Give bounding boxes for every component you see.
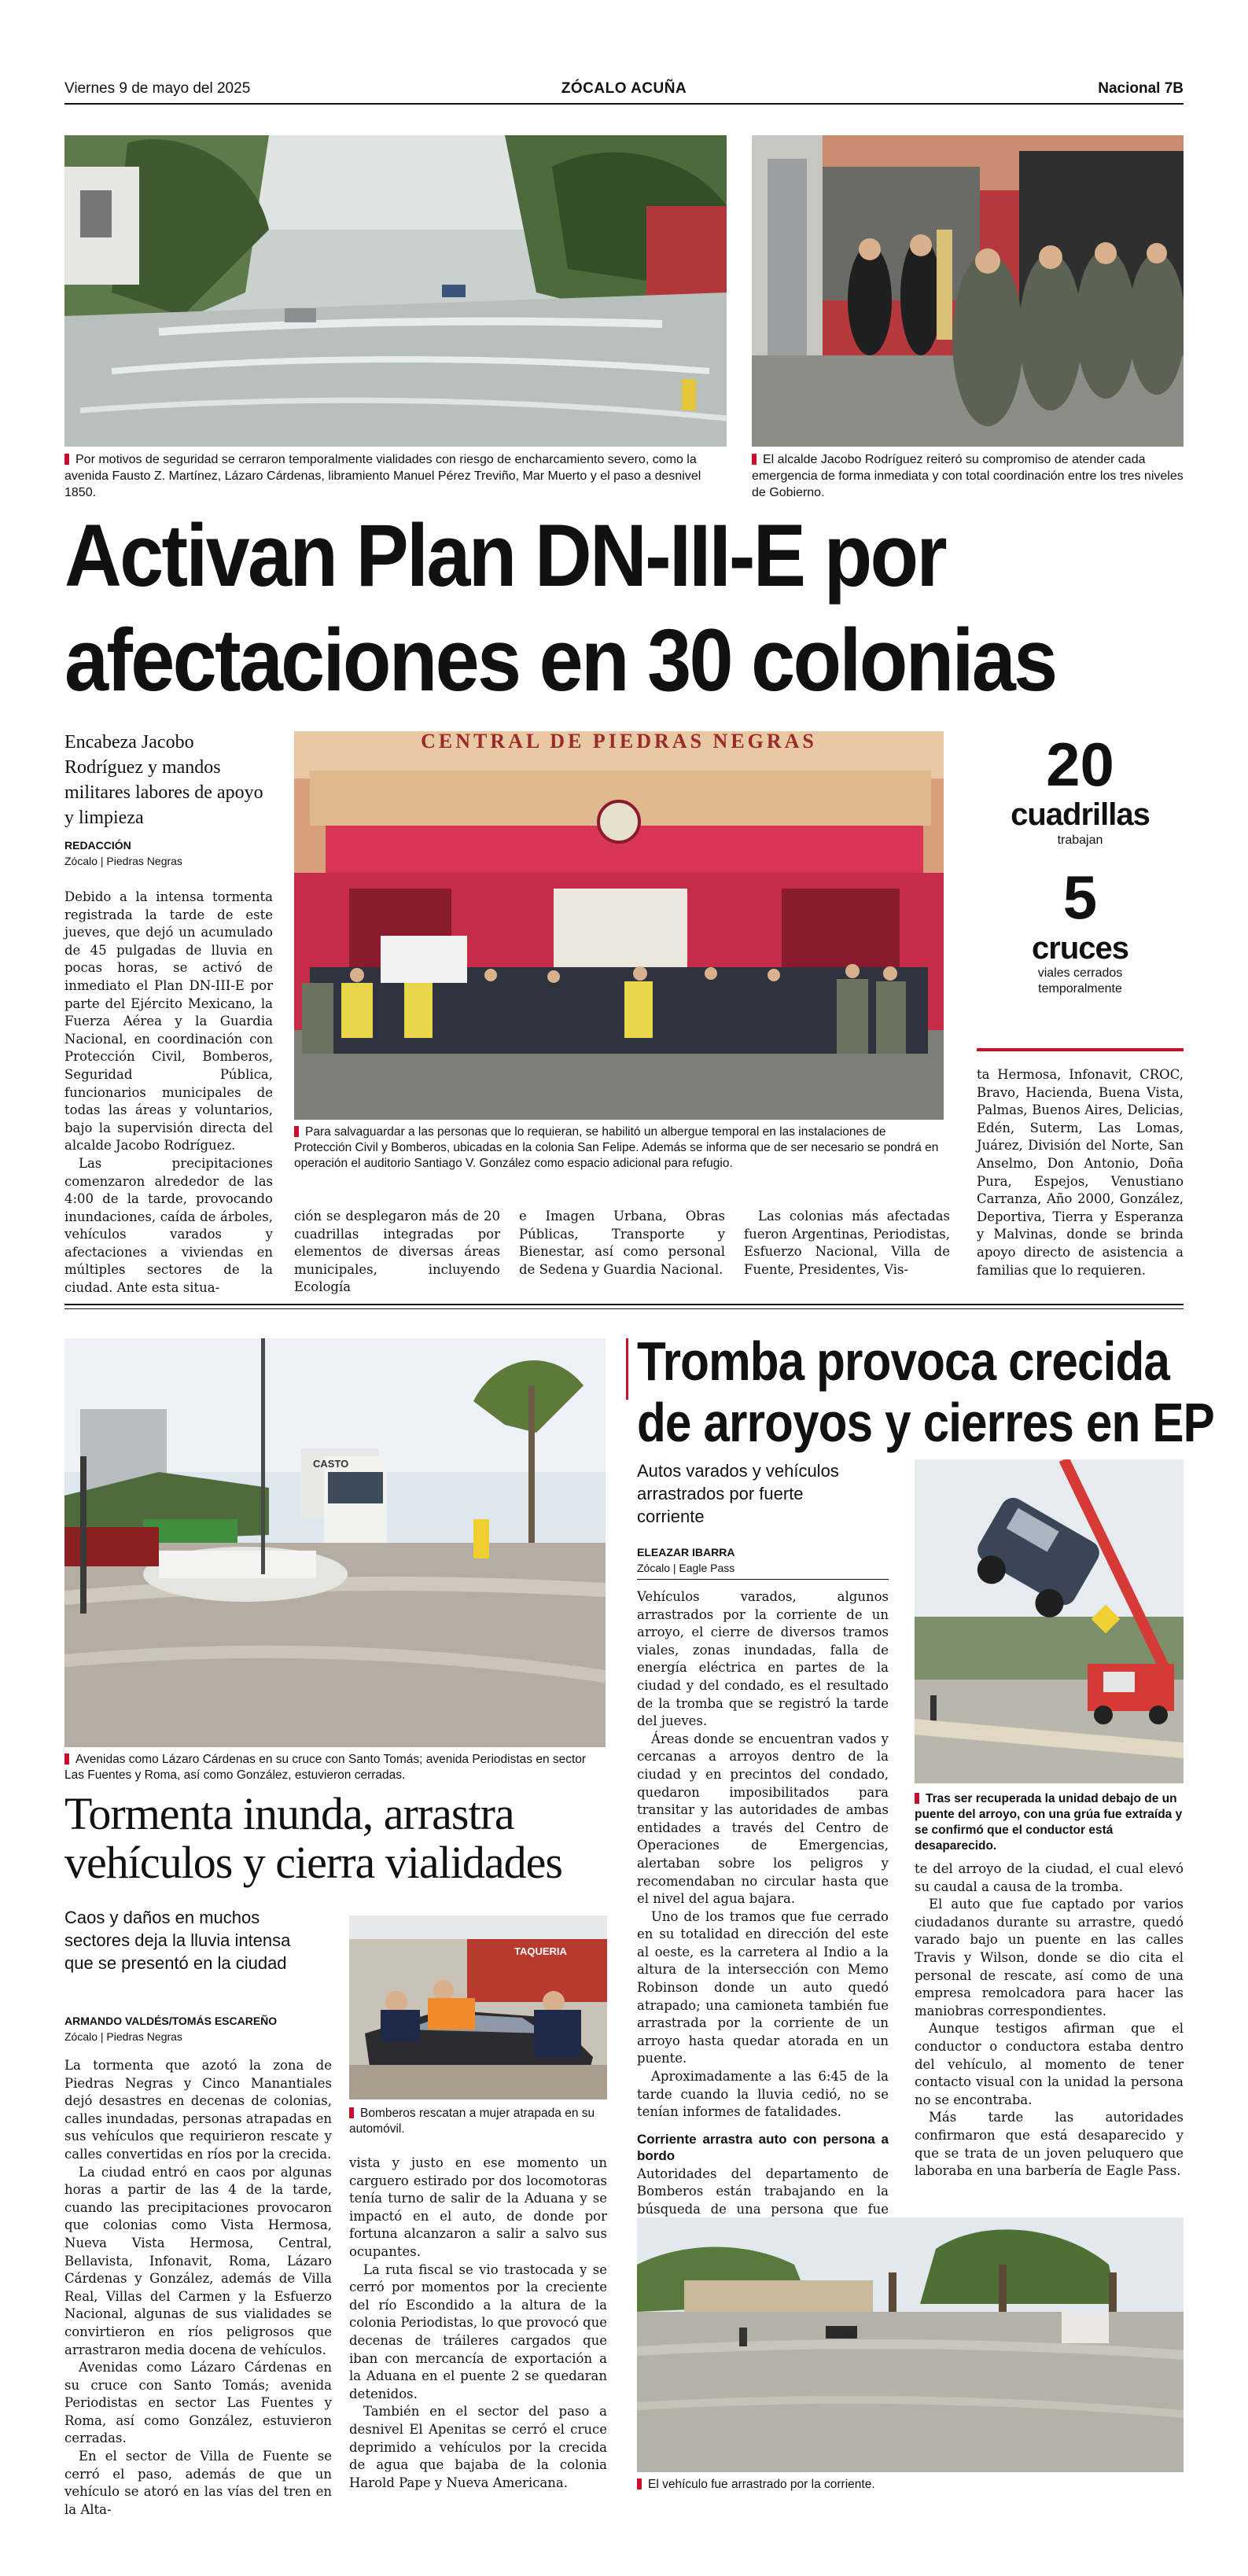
- header-section: Nacional 7B: [1098, 80, 1184, 97]
- story3-paragraph: Aunque testigos afirman que el conductor o conductora estaba dentro del vehículo, al momento de tener contacto visual con la unidad la persona no se encontraba.: [915, 2021, 1184, 2107]
- main-headline: [64, 503, 1077, 712]
- flooded-road-caption-text: El vehículo fue arrastrado por la corriente.: [648, 2478, 875, 2491]
- stat-cuadrillas-number: 20: [1046, 730, 1114, 799]
- mayor-soldiers-photo: [752, 135, 1184, 447]
- story2-paragraph: vista y justo en ese momento un carguero estirado por dos locomotoras tenía turno de salir de la Aduana y se impactó en el auto, de donde por fortuna alcanzaron a salir a salvo sus ocupantes.: [349, 2155, 607, 2259]
- flooded-street-caption-text: Por motivos de seguridad se cerraron temporalmente vialidades con riesgo de encharcamiento severo, como la avenida Fausto Z. Martínez, Lázaro Cárdenas, libramiento Manuel Pérez Treviño, Mar Muerto y el paso a desnivel 1850.: [64, 453, 701, 499]
- story3-paragraph: te del arroyo de la ciudad, el cual elevó su caudal a causa de la tromba.: [915, 1861, 1184, 1894]
- flooded-avenue-caption-text: Avenidas como Lázaro Cárdenas en su cruce con Santo Tomás; avenida Periodistas en sector Las Fuentes y Roma, así como González, estuvieron cerradas.: [64, 1753, 587, 1782]
- truck-sign: CASTO: [313, 1458, 349, 1470]
- story1-author: REDACCIÓN: [64, 839, 131, 852]
- story2-headline-line2: vehículos y cierra vialidades: [64, 1837, 562, 1888]
- story3-deck: Autos varados y vehículos arrastrados por fuerte corriente: [637, 1461, 839, 1526]
- flooded-road-caption: [637, 2477, 1184, 2493]
- story1-deck: Encabeza Jacobo Rodríguez y mandos militares labores de apoyo y limpieza: [64, 732, 263, 828]
- story3-location: Zócalo | Eagle Pass: [637, 1562, 735, 1574]
- flooded-road-photo: [637, 2217, 1184, 2472]
- page-header: [64, 75, 1184, 102]
- story2-headline: [64, 1790, 631, 1887]
- stats-divider: [977, 1048, 1184, 1051]
- story3-author: ELEAZAR IBARRA: [637, 1546, 735, 1558]
- caption-marker-icon: [752, 454, 757, 465]
- story2-byline: [64, 2013, 332, 2044]
- story1-column-5: [977, 1066, 1184, 1279]
- caption-marker-icon: [915, 1793, 919, 1804]
- story3-paragraph: El auto que fue captado por varios ciudadanos durante su arrastre, quedó varado bajo un puente en las calles Travis y Wilson, donde se dio cita el personal de rescate, así como de una empresa remolcadora para hacer las maniobras correspondientes.: [915, 1897, 1184, 2018]
- rescue-caption-text: Bomberos rescatan a mujer atrapada en su automóvil.: [349, 2107, 595, 2136]
- caption-marker-icon: [294, 1126, 299, 1137]
- firefighters-rescue-photo: [349, 1915, 607, 2099]
- story3-column-1: [637, 1588, 889, 2254]
- flooded-street-caption: [64, 451, 733, 501]
- header-rule: [64, 103, 1184, 105]
- story1-column-2: [294, 1208, 500, 1297]
- mayor-photo-caption: [752, 451, 1184, 501]
- stats-sidebar: [977, 731, 1184, 997]
- section-divider: [64, 1304, 1184, 1305]
- header-date: Viernes 9 de mayo del 2025: [64, 80, 251, 97]
- story1-paragraph: e Imagen Urbana, Obras Públicas, Transporte y Bienestar, así como personal de Sedena y Guardia Nacional.: [519, 1209, 725, 1277]
- stat-cruces-sub: viales cerrados temporalmente: [1037, 966, 1123, 995]
- story3-headline-line1: Tromba provoca crecida: [637, 1330, 1170, 1392]
- shop-sign: TAQUERIA: [514, 1945, 567, 1957]
- flooded-avenue-caption: [64, 1752, 606, 1783]
- fire-station-caption: [294, 1124, 944, 1172]
- caption-marker-icon: [349, 2107, 354, 2118]
- story2-paragraph: Avenidas como Lázaro Cárdenas en su cruce con Santo Tomás; avenida Periodistas en sector Las Fuentes y Roma, así como González, estuvieron cerradas.: [64, 2360, 332, 2446]
- stat-cuadrillas-label: cuadrillas: [1011, 797, 1150, 832]
- caption-marker-icon: [637, 2478, 642, 2490]
- story3-paragraph: Aproximadamente a las 6:45 de la tarde cuando la lluvia cedió, no se tenían informes de fatalidades.: [637, 2069, 889, 2120]
- story1-paragraph: Las precipitaciones comenzaron alrededor de las 4:00 de la tarde, provocando inundaciones, caída de árboles, vehículos varados y afectaciones a viviendas en múltiples sectores de la ciudad. Ante esta situa-: [64, 1155, 273, 1296]
- header-paper-name: ZÓCALO ACUÑA: [561, 80, 687, 97]
- flooded-avenue-photo: [64, 1338, 606, 1747]
- main-headline-line1: Activan Plan DN-III-E por: [64, 506, 945, 605]
- story-divider-vertical: [626, 1338, 628, 1400]
- tow-truck-caption-text: Tras ser recuperada la unidad debajo de un puente del arroyo, con una grúa fue extraída y se confirmó que el conductor está desaparecido.: [915, 1792, 1183, 1853]
- story2-headline-line1: Tormenta inunda, arrastra: [64, 1788, 514, 1839]
- story1-location: Zócalo | Piedras Negras: [64, 855, 182, 867]
- tow-truck-car-photo: [915, 1459, 1184, 1783]
- story2-paragraph: La ruta fiscal se vio trastocada y se cerró por momentos por la creciente del río Escondido a la altura de la colonia Periodistas, lo que provocó que decenas de tráileres cargados que iban con mercancía de exportación a la Aduana en el puente 2 se quedaran detenidos.: [349, 2261, 607, 2401]
- story3-column-2: [915, 1860, 1184, 2180]
- main-headline-line2: afectaciones en 30 colonias: [64, 611, 1056, 709]
- building-sign: CENTRAL DE PIEDRAS NEGRAS: [421, 731, 817, 753]
- story3-paragraph: Más tarde las autoridades confirmaron que está desaparecido y que se trata de un joven peluquero que laboraba en una barbería de Eagle Pass.: [915, 2110, 1184, 2179]
- caption-marker-icon: [64, 454, 69, 465]
- fire-station-caption-text: Para salvaguardar a las personas que lo requieran, se habilitó un albergue temporal en las instalaciones de Protección Civil y Bomberos, ubicadas en la colonia San Felipe. Además se informa que de ser necesario se pondrá en operación el auditorio Santiago V. González como espacio adicional para refugio.: [294, 1125, 939, 1170]
- tow-truck-caption: [915, 1791, 1184, 1854]
- stat-cuadrillas-sub: trabajan: [1057, 834, 1103, 847]
- story2-paragraph: En el sector de Villa de Fuente se cerró el paso, además de que un vehículo se atoró en las vías del tren en la Alta-: [64, 2449, 332, 2517]
- mayor-photo-caption-text: El alcalde Jacobo Rodríguez reiteró su compromiso de atender cada emergencia de forma inmediata y con total coordinación entre los tres niveles de Gobierno.: [752, 453, 1184, 499]
- story3-headline: [637, 1330, 1214, 1453]
- flooded-street-photo: [64, 135, 727, 447]
- story1-paragraph: ción se desplegaron más de 20 cuadrillas integradas por elementos de diversas áreas municipales, incluyendo Ecología: [294, 1209, 500, 1295]
- story2-column-1: [64, 2057, 332, 2519]
- story3-byline: [637, 1544, 889, 1576]
- story2-author: ARMANDO VALDÉS/TOMÁS ESCAREÑO: [64, 2015, 278, 2027]
- story1-byline: [64, 837, 277, 869]
- story3-headline-line2: de arroyos y cierres en EP: [637, 1392, 1214, 1453]
- stat-cruces-number: 5: [1062, 863, 1098, 932]
- story3-subhead: Corriente arrastra auto con persona a bordo: [637, 2131, 889, 2163]
- story2-column-2: [349, 2155, 607, 2492]
- story1-paragraph: Las colonias más afectadas fueron Argentinas, Periodistas, Esfuerzo Nacional, Villa de Fuente, Presidentes, Vis-: [744, 1209, 950, 1277]
- story3-paragraph: Uno de los tramos que fue cerrado en su totalidad en dirección del este al oeste, es la carretera al Indio a la altura de la intersección con Memo Robinson donde un auto quedó atrapado; una camioneta también fue arrastrada por la corriente de un arroyo hasta quedar atorada en un puente.: [637, 1908, 889, 2066]
- caption-marker-icon: [64, 1754, 69, 1765]
- story2-paragraph: La ciudad entró en caos por algunas horas a partir de las 4 de la tarde, cuando las precipitaciones provocaron que colonias como Vista Hermosa, Nueva Vista Hermosa, Central, Bellavista, Infonavit, Roma, Lázaro Cárdenas y González, además de Villa Real, Villas del Carmen y la Esfuerzo Nacional, algunas de sus vialidades se convirtieron en ríos peligrosos que arrastraron media docena de vehículos.: [64, 2164, 332, 2357]
- story1-column-4: [744, 1208, 950, 1279]
- story1-column-3: [519, 1208, 725, 1279]
- byline-rule: [637, 1579, 889, 1580]
- story3-paragraph: Vehículos varados, algunos arrastrados por la corriente de un arroyo, el cierre de diversos tramos viales, zonas inundadas, falla de energía eléctrica en partes de la ciudad y del condado, es el resultado de la tromba que se registró la tarde del jueves.: [637, 1589, 889, 1729]
- story1-paragraph: Debido a la intensa tormenta registrada la tarde de este jueves, que dejó un acumulado de 45 pulgadas de lluvia en pocas horas, se activó de inmediato el Plan DN-III-E por parte del Ejército Mexicano, la Fuerza Aérea y la Guardia Nacional, en coordinación con Protección Civil, Bomberos, Seguridad Pública, funcionarios municipales de todas las áreas y voluntarios, bajo la supervisión directa del alcalde Jacobo Rodríguez.: [64, 889, 273, 1154]
- story1-column-1: [64, 889, 273, 1297]
- fire-station-group-photo: [294, 731, 944, 1120]
- section-divider-thin: [64, 1308, 1184, 1309]
- story3-paragraph: Áreas donde se encuentran vados y cercanas a arroyos dentro de la ciudad y en precintos del condado, quedaron imposibilitados para transitar y las autoridades de ambas entidades a través del Centro de Operaciones de Emergencias, alertaban sobre los peligros y recomendaban no circular hasta que el nivel del agua bajara.: [637, 1731, 889, 1907]
- story2-location: Zócalo | Piedras Negras: [64, 2030, 182, 2043]
- story1-paragraph: ta Hermosa, Infonavit, CROC, Bravo, Hacienda, Buena Vista, Palmas, Buenos Aires, Delicias, Edén, Suterm, Las Lomas, Juárez, División del Norte, San Anselmo, Don Antonio, Doña Pura, Espejos, Venustiano Carranza, Año 2000, González, Deportiva, Tierra y Esperanza y Malvinas, donde se brinda apoyo directo de asistencia a familias que lo requieren.: [977, 1067, 1184, 1278]
- rescue-caption: [349, 2106, 610, 2137]
- story2-paragraph: La tormenta que azotó la zona de Piedras Negras y Cinco Manantiales dejó desastres en decenas de colonias, calles inundadas, personas atrapadas en sus vehículos que requirieron rescate y calles convertidas en ríos por la crecida.: [64, 2058, 332, 2162]
- story3-paragraph: Autoridades del departamento de Bomberos están trabajando en la búsqueda de una persona que fue: [637, 2166, 889, 2217]
- story2-deck: Caos y daños en muchos sectores deja la lluvia intensa que se presentó en la ciudad: [64, 1908, 291, 1973]
- story2-paragraph: También en el sector del paso a desnivel El Apenitas se cerró el cruce deprimido a vehículos por la crecida de agua que bajaba de la colonia Harold Pape y Nueva Americana.: [349, 2404, 607, 2490]
- stat-cruces-label: cruces: [1032, 931, 1128, 966]
